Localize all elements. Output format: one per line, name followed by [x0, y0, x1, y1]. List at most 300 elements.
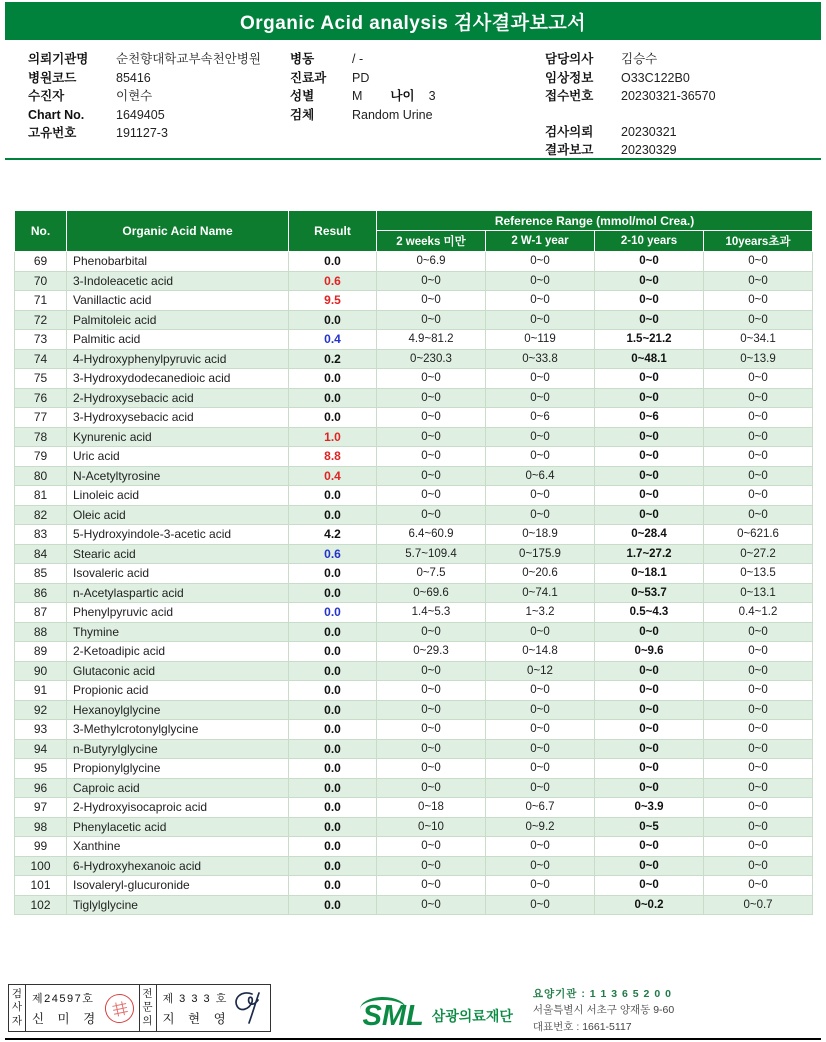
result-cell: 0.0: [289, 681, 377, 701]
table-row: [15, 661, 813, 681]
acid-name-cell: Tiglylglycine: [67, 895, 289, 915]
field-label: 검사의뢰: [545, 124, 594, 139]
range-cell: 1.7~27.2: [595, 544, 704, 564]
range-cell: 0~74.1: [486, 583, 595, 603]
patient-info-field: [290, 106, 545, 125]
range-cell: 0~0: [486, 252, 595, 272]
table-row: [15, 466, 813, 486]
field-value: 85416: [116, 70, 151, 85]
no-cell: 89: [15, 642, 67, 662]
acid-name-cell: Vanillactic acid: [67, 291, 289, 311]
range-cell: 0~0: [595, 876, 704, 896]
acid-name-cell: Kynurenic acid: [67, 427, 289, 447]
acid-name-cell: N-Acetyltyrosine: [67, 466, 289, 486]
acid-name-cell: Linoleic acid: [67, 486, 289, 506]
no-cell: 85: [15, 564, 67, 584]
range-cell: 0~0: [486, 720, 595, 740]
no-cell: 97: [15, 798, 67, 818]
range-cell: 0~0: [704, 700, 813, 720]
range-cell: 0~0: [595, 447, 704, 467]
range-cell: 0~5: [595, 817, 704, 837]
table-row: [15, 700, 813, 720]
table-row: [15, 486, 813, 506]
examiner-license: 제24597호: [32, 992, 95, 1005]
range-cell: 0~0: [377, 720, 486, 740]
range-cell: 0~0: [704, 720, 813, 740]
result-cell: 0.0: [289, 700, 377, 720]
field-value: 191127-3: [116, 126, 168, 140]
table-row: [15, 252, 813, 272]
col-header-age-1: 2 W-1 year: [486, 231, 595, 252]
range-cell: 0~0: [377, 505, 486, 525]
range-cell: 0~0: [704, 642, 813, 662]
specialist-signature-icon: [226, 988, 268, 1033]
specialist-name: 지 현 영: [162, 1011, 231, 1026]
range-cell: 0~6.4: [486, 466, 595, 486]
patient-info-field: [28, 106, 290, 125]
acid-name-cell: n-Acetylaspartic acid: [67, 583, 289, 603]
field-value: / -: [352, 52, 364, 66]
range-cell: 0~0: [595, 856, 704, 876]
results-table-header: [15, 211, 813, 252]
range-cell: 0~0: [595, 310, 704, 330]
col-header-age-2: 2-10 years: [595, 231, 704, 252]
report-title-banner: [5, 2, 821, 40]
range-cell: 0~0: [595, 486, 704, 506]
field-label: 담당의사: [545, 52, 594, 66]
no-cell: 70: [15, 271, 67, 291]
field-label: Chart No.: [28, 107, 85, 122]
range-cell: 0~6.9: [377, 252, 486, 272]
range-cell: 0~0: [704, 388, 813, 408]
range-cell: 0~0: [486, 447, 595, 467]
no-cell: 74: [15, 349, 67, 369]
no-cell: 73: [15, 330, 67, 350]
range-cell: 0~0: [377, 759, 486, 779]
range-cell: 1.4~5.3: [377, 603, 486, 623]
no-cell: 98: [15, 817, 67, 837]
result-cell: 0.0: [289, 310, 377, 330]
range-cell: 0~34.1: [704, 330, 813, 350]
no-cell: 93: [15, 720, 67, 740]
no-cell: 99: [15, 837, 67, 857]
no-cell: 101: [15, 876, 67, 896]
result-cell: 0.0: [289, 798, 377, 818]
range-cell: 0~0: [704, 798, 813, 818]
range-cell: 0~0: [704, 427, 813, 447]
page-title: Organic Acid analysis 검사결과보고서: [239, 12, 587, 34]
table-row: [15, 895, 813, 915]
table-row: [15, 330, 813, 350]
no-cell: 96: [15, 778, 67, 798]
range-cell: 0~18: [377, 798, 486, 818]
table-row: [15, 856, 813, 876]
acid-name-cell: 6-Hydroxyhexanoic acid: [67, 856, 289, 876]
result-cell: 0.0: [289, 720, 377, 740]
range-cell: 0~0: [486, 837, 595, 857]
report-footer: [8, 984, 818, 1034]
range-cell: 0~175.9: [486, 544, 595, 564]
acid-name-cell: Uric acid: [67, 447, 289, 467]
section-divider-line: [5, 158, 821, 160]
patient-info-column: [290, 50, 545, 160]
patient-info-column: [28, 50, 290, 160]
result-cell: 0.0: [289, 252, 377, 272]
range-cell: 0~53.7: [595, 583, 704, 603]
range-cell: 0~0: [377, 466, 486, 486]
acid-name-cell: 3-Methylcrotonylglycine: [67, 720, 289, 740]
table-row: [15, 525, 813, 545]
range-cell: 0~13.5: [704, 564, 813, 584]
field-value: Random Urine: [352, 107, 433, 122]
organization-address: 서울특별시 서초구 양재동 9-60: [532, 1004, 675, 1017]
table-row: [15, 817, 813, 837]
results-table-body: [15, 252, 813, 915]
range-cell: 0~0: [486, 486, 595, 506]
range-cell: 0~0: [595, 681, 704, 701]
range-cell: 0~0: [486, 271, 595, 291]
result-cell: 0.4: [289, 330, 377, 350]
range-cell: 0~0: [486, 856, 595, 876]
field-label: 의뢰기관명: [28, 52, 89, 66]
range-cell: 0~0: [377, 622, 486, 642]
table-row: [15, 798, 813, 818]
no-cell: 94: [15, 739, 67, 759]
table-row: [15, 369, 813, 389]
range-cell: 0~0: [704, 681, 813, 701]
acid-name-cell: Phenylacetic acid: [67, 817, 289, 837]
table-row: [15, 564, 813, 584]
field-label: 병원코드: [28, 70, 77, 85]
range-cell: 0~18.1: [595, 564, 704, 584]
organization-logo-block: [363, 992, 513, 1034]
result-cell: 9.5: [289, 291, 377, 311]
range-cell: 0~0: [377, 427, 486, 447]
field-value: 3: [428, 89, 436, 103]
no-cell: 82: [15, 505, 67, 525]
result-cell: 0.0: [289, 837, 377, 857]
acid-name-cell: Propionylglycine: [67, 759, 289, 779]
no-cell: 72: [15, 310, 67, 330]
table-row: [15, 544, 813, 564]
no-cell: 100: [15, 856, 67, 876]
col-header-no: No.: [15, 211, 67, 252]
acid-name-cell: Thymine: [67, 622, 289, 642]
result-cell: 8.8: [289, 447, 377, 467]
patient-info: [28, 50, 818, 160]
patient-info-field: [290, 50, 545, 69]
patient-info-field: [545, 123, 818, 142]
patient-info-field: [28, 124, 290, 143]
range-cell: 0~0: [704, 817, 813, 837]
no-cell: 95: [15, 759, 67, 779]
acid-name-cell: Palmitic acid: [67, 330, 289, 350]
range-cell: 0.5~4.3: [595, 603, 704, 623]
range-cell: 0~230.3: [377, 349, 486, 369]
range-cell: 0~3.9: [595, 798, 704, 818]
acid-name-cell: 4-Hydroxyphenylpyruvic acid: [67, 349, 289, 369]
table-row: [15, 642, 813, 662]
table-row: [15, 583, 813, 603]
range-cell: 0~0: [377, 388, 486, 408]
results-table: [14, 210, 813, 915]
range-cell: 1.5~21.2: [595, 330, 704, 350]
no-cell: 91: [15, 681, 67, 701]
table-row: [15, 447, 813, 467]
acid-name-cell: Glutaconic acid: [67, 661, 289, 681]
range-cell: 0~0: [595, 505, 704, 525]
range-cell: 0~0: [377, 271, 486, 291]
result-cell: 0.0: [289, 622, 377, 642]
patient-info-field: [28, 87, 290, 106]
table-row: [15, 408, 813, 428]
range-cell: 0~0: [704, 486, 813, 506]
range-cell: 0~29.3: [377, 642, 486, 662]
range-cell: 0~0: [704, 622, 813, 642]
range-cell: 0~119: [486, 330, 595, 350]
result-cell: 1.0: [289, 427, 377, 447]
field-label: 접수번호: [545, 89, 594, 103]
field-value: PD: [352, 70, 370, 85]
range-cell: 0~10: [377, 817, 486, 837]
result-cell: 0.0: [289, 856, 377, 876]
patient-info-field: [545, 69, 818, 88]
range-cell: 0~7.5: [377, 564, 486, 584]
range-cell: 0~0: [704, 447, 813, 467]
acid-name-cell: Caproic acid: [67, 778, 289, 798]
field-label: 수진자: [28, 89, 65, 103]
acid-name-cell: Palmitoleic acid: [67, 310, 289, 330]
no-cell: 79: [15, 447, 67, 467]
result-cell: 0.0: [289, 603, 377, 623]
patient-info-field: [290, 69, 545, 88]
range-cell: 0~0: [595, 622, 704, 642]
no-cell: 102: [15, 895, 67, 915]
table-row: [15, 291, 813, 311]
range-cell: 0~0: [704, 291, 813, 311]
result-cell: 0.0: [289, 369, 377, 389]
range-cell: 0~0: [704, 271, 813, 291]
range-cell: 0~0: [595, 252, 704, 272]
range-cell: 0~0: [486, 778, 595, 798]
range-cell: 0~20.6: [486, 564, 595, 584]
bottom-border-line: [5, 1038, 821, 1041]
range-cell: 0~9.2: [486, 817, 595, 837]
no-cell: 76: [15, 388, 67, 408]
range-cell: 0~6: [486, 408, 595, 428]
patient-info-field: [545, 87, 818, 106]
sml-logo-text: SML: [362, 999, 424, 1032]
specialist-license: 제 3 3 3 호: [162, 992, 228, 1005]
field-label: 나이: [390, 89, 415, 103]
patient-info-field: [28, 69, 290, 88]
table-row: [15, 427, 813, 447]
range-cell: 0~18.9: [486, 525, 595, 545]
field-value: 순천향대학교부속천안병원: [116, 52, 261, 66]
field-label: 진료과: [290, 70, 327, 85]
range-cell: 1~3.2: [486, 603, 595, 623]
result-cell: 0.0: [289, 759, 377, 779]
field-label: 결과보고: [545, 143, 594, 157]
acid-name-cell: 3-Indoleacetic acid: [67, 271, 289, 291]
table-row: [15, 349, 813, 369]
range-cell: 0~0: [595, 388, 704, 408]
range-cell: 0~0: [704, 778, 813, 798]
result-cell: 0.0: [289, 408, 377, 428]
table-row: [15, 876, 813, 896]
col-header-age-3: 10years초과: [704, 231, 813, 252]
range-cell: 0~0: [486, 895, 595, 915]
field-label: 성별: [290, 89, 315, 103]
no-cell: 75: [15, 369, 67, 389]
range-cell: 0~27.2: [704, 544, 813, 564]
range-cell: 0~14.8: [486, 642, 595, 662]
range-cell: 0~0: [377, 856, 486, 876]
range-cell: 0~0: [704, 661, 813, 681]
no-cell: 71: [15, 291, 67, 311]
specialist-role-label: 전문의: [140, 985, 157, 1031]
range-cell: 0~0: [595, 291, 704, 311]
result-cell: 0.0: [289, 661, 377, 681]
acid-name-cell: n-Butyrylglycine: [67, 739, 289, 759]
range-cell: 0~48.1: [595, 349, 704, 369]
range-cell: 0~0: [377, 661, 486, 681]
table-row: [15, 603, 813, 623]
col-header-result: Result: [289, 211, 377, 252]
table-row: [15, 505, 813, 525]
range-cell: 0~0: [595, 759, 704, 779]
organization-address-block: [533, 986, 674, 1034]
range-cell: 0~0: [704, 837, 813, 857]
range-cell: 0~0: [486, 427, 595, 447]
table-row: [15, 739, 813, 759]
range-cell: 0~0: [486, 700, 595, 720]
range-cell: 0~33.8: [486, 349, 595, 369]
range-cell: 0~0: [595, 778, 704, 798]
range-cell: 0~0: [595, 271, 704, 291]
range-cell: 0~0: [377, 895, 486, 915]
no-cell: 83: [15, 525, 67, 545]
no-cell: 77: [15, 408, 67, 428]
result-cell: 0.6: [289, 271, 377, 291]
result-cell: 4.2: [289, 525, 377, 545]
acid-name-cell: Stearic acid: [67, 544, 289, 564]
result-cell: 0.6: [289, 544, 377, 564]
sml-logo-arc: [360, 997, 406, 1009]
result-cell: 0.0: [289, 817, 377, 837]
acid-name-cell: 2-Hydroxysebacic acid: [67, 388, 289, 408]
no-cell: 84: [15, 544, 67, 564]
no-cell: 86: [15, 583, 67, 603]
result-cell: 0.0: [289, 388, 377, 408]
acid-name-cell: Xanthine: [67, 837, 289, 857]
field-value: O33C122B0: [621, 70, 690, 85]
range-cell: 0~0: [704, 408, 813, 428]
examiner-sign-box: [8, 984, 140, 1032]
acid-name-cell: Phenylpyruvic acid: [67, 603, 289, 623]
acid-name-cell: 3-Hydroxydodecanedioic acid: [67, 369, 289, 389]
field-value: 김승수: [621, 52, 658, 66]
range-cell: 5.7~109.4: [377, 544, 486, 564]
acid-name-cell: 2-Hydroxyisocaproic acid: [67, 798, 289, 818]
range-cell: 0~6: [595, 408, 704, 428]
range-cell: 0~0: [486, 291, 595, 311]
no-cell: 88: [15, 622, 67, 642]
range-cell: 0~9.6: [595, 642, 704, 662]
range-cell: 0~0: [377, 778, 486, 798]
range-cell: 0.4~1.2: [704, 603, 813, 623]
range-cell: 0~0: [595, 700, 704, 720]
range-cell: 0~0: [377, 369, 486, 389]
range-cell: 0~0: [377, 700, 486, 720]
table-row: [15, 759, 813, 779]
range-cell: 0~0: [595, 661, 704, 681]
field-label: 검체: [290, 107, 315, 122]
range-cell: 0~0: [595, 466, 704, 486]
examiner-role-label: 검사자: [9, 985, 26, 1031]
care-institution-number: 요양기관 : 1 1 3 6 5 2 0 0: [532, 988, 672, 1000]
field-label: 고유번호: [28, 126, 77, 140]
range-cell: 0~13.1: [704, 583, 813, 603]
field-value: 20230329: [621, 143, 677, 157]
range-cell: 0~0: [704, 369, 813, 389]
range-cell: 0~0: [595, 837, 704, 857]
field-value: M: [352, 89, 363, 103]
sml-logo-icon: [363, 996, 424, 1031]
patient-info-field: [545, 141, 818, 160]
range-cell: 0~0: [704, 739, 813, 759]
no-cell: 78: [15, 427, 67, 447]
range-cell: 0~0: [704, 466, 813, 486]
range-cell: 0~12: [486, 661, 595, 681]
range-cell: 0~13.9: [704, 349, 813, 369]
range-cell: 0~0: [595, 739, 704, 759]
range-cell: 0~0: [704, 252, 813, 272]
no-cell: 92: [15, 700, 67, 720]
range-cell: 0~0: [595, 720, 704, 740]
range-cell: 0~0: [486, 369, 595, 389]
field-value: 이현수: [116, 89, 153, 103]
col-header-name: Organic Acid Name: [67, 211, 289, 252]
range-cell: 0~0: [704, 856, 813, 876]
field-label: 임상정보: [545, 70, 594, 85]
acid-name-cell: 2-Ketoadipic acid: [67, 642, 289, 662]
col-header-age-0: 2 weeks 미만: [377, 231, 486, 252]
range-cell: 0~0: [486, 876, 595, 896]
range-cell: 0~0: [486, 759, 595, 779]
range-cell: 0~0.7: [704, 895, 813, 915]
range-cell: 0~0: [377, 486, 486, 506]
table-row: [15, 720, 813, 740]
patient-info-column: [545, 50, 818, 160]
patient-info-field: [545, 50, 818, 69]
range-cell: 0~0: [595, 427, 704, 447]
acid-name-cell: Hexanoylglycine: [67, 700, 289, 720]
result-cell: 0.0: [289, 895, 377, 915]
range-cell: 0~28.4: [595, 525, 704, 545]
organization-phone: 대표번호 : 1661-5117: [532, 1020, 632, 1033]
specialist-sign-box: [139, 984, 271, 1032]
range-cell: 0~0.2: [595, 895, 704, 915]
acid-name-cell: Oleic acid: [67, 505, 289, 525]
range-cell: 4.9~81.2: [377, 330, 486, 350]
range-cell: 0~0: [704, 876, 813, 896]
acid-name-cell: Propionic acid: [67, 681, 289, 701]
acid-name-cell: 3-Hydroxysebacic acid: [67, 408, 289, 428]
range-cell: 0~0: [595, 369, 704, 389]
result-cell: 0.0: [289, 564, 377, 584]
table-row: [15, 681, 813, 701]
